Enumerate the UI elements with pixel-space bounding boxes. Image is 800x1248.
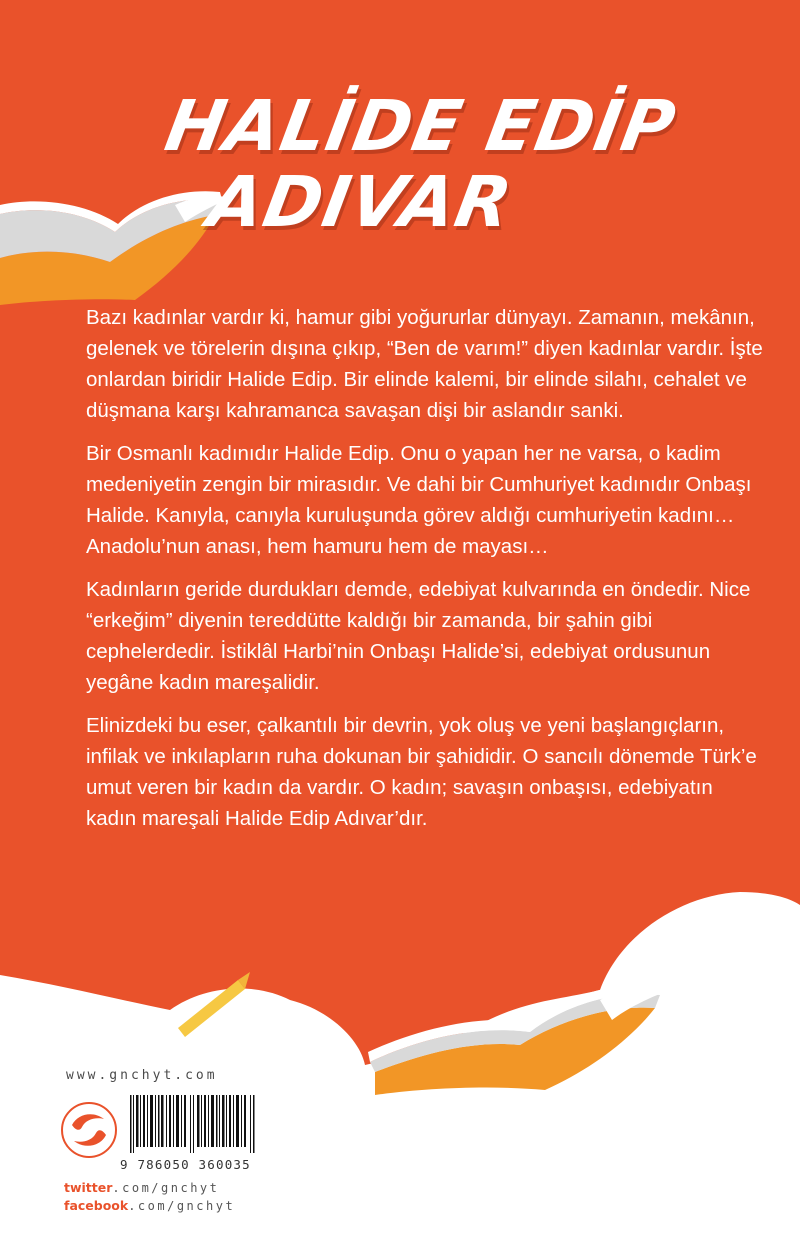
facebook-path: .com/gnchyt bbox=[128, 1199, 236, 1213]
blurb-paragraph-1: Bazı kadınlar vardır ki, hamur gibi yoğururlar dünyayı. Zamanın, mekânın, gelenek ve törelerin dışına çıkıp, “Ben de varım!” diyen kadınlar vardır. İşte onlardan biridir Halide Edip. Bir elinde kalemi, bir elinde silahı, cehalet ve düşmana karşı kahramanca savaşan dişi bir aslandır sanki. bbox=[86, 306, 763, 422]
isbn-block bbox=[60, 1093, 260, 1179]
twitter-link[interactable] bbox=[64, 1179, 270, 1197]
blurb-paragraph-2: Bir Osmanlı kadınıdır Halide Edip. Onu o yapan her ne varsa, o kadim medeniyetin zengin bir mirasıdır. Ve dahi bir Cumhuriyet kadınıdır Onbaşı Halide. Kanıyla, canıyla kuruluşunda görev aldığı cumhuriyetin kadını… Anadolu’nun anası, hem hamuru hem de mayası… bbox=[86, 442, 752, 558]
website-url[interactable]: www.gnchyt.com bbox=[66, 1068, 218, 1083]
barcode-icon bbox=[126, 1093, 260, 1155]
facebook-label: facebook bbox=[64, 1198, 129, 1213]
title-line-1: HALİDE EDİP bbox=[159, 85, 682, 167]
blurb-paragraph-4: Elinizdeki bu eser, çalkantılı bir devrin, yok oluş ve yeni başlangıçların, infilak ve inkılapların ruha dokunan bir şahididir. O sancılı dönemde Türk’e umut veren bir kadın da vardır. O kadın; savaşın onbaşısı, edebiyatın kadın mareşali Halide Edip Adıvar’dır. bbox=[86, 714, 757, 830]
blurb bbox=[86, 302, 766, 846]
twitter-label: twitter bbox=[64, 1180, 113, 1195]
twitter-path: .com/gnchyt bbox=[112, 1181, 220, 1195]
publisher-footer bbox=[60, 1068, 270, 1215]
publisher-logo-icon bbox=[60, 1101, 118, 1159]
blurb-paragraph-3: Kadınların geride durdukları demde, edebiyat kulvarında en öndedir. Nice “erkeğim” diyenin tereddütte kaldığı bir zamanda, bir şahin gibi cephelerdedir. İstiklâl Harbi’nin Onbaşı Halide’si, edebiyat ordusunun yegâne kadın mareşalidir. bbox=[86, 578, 751, 694]
title-line-2: ADIVAR bbox=[202, 161, 519, 243]
book-title bbox=[147, 85, 774, 243]
social-links bbox=[64, 1179, 270, 1215]
facebook-link[interactable] bbox=[64, 1197, 270, 1215]
isbn-number: 9 786050 360035 bbox=[120, 1157, 251, 1172]
